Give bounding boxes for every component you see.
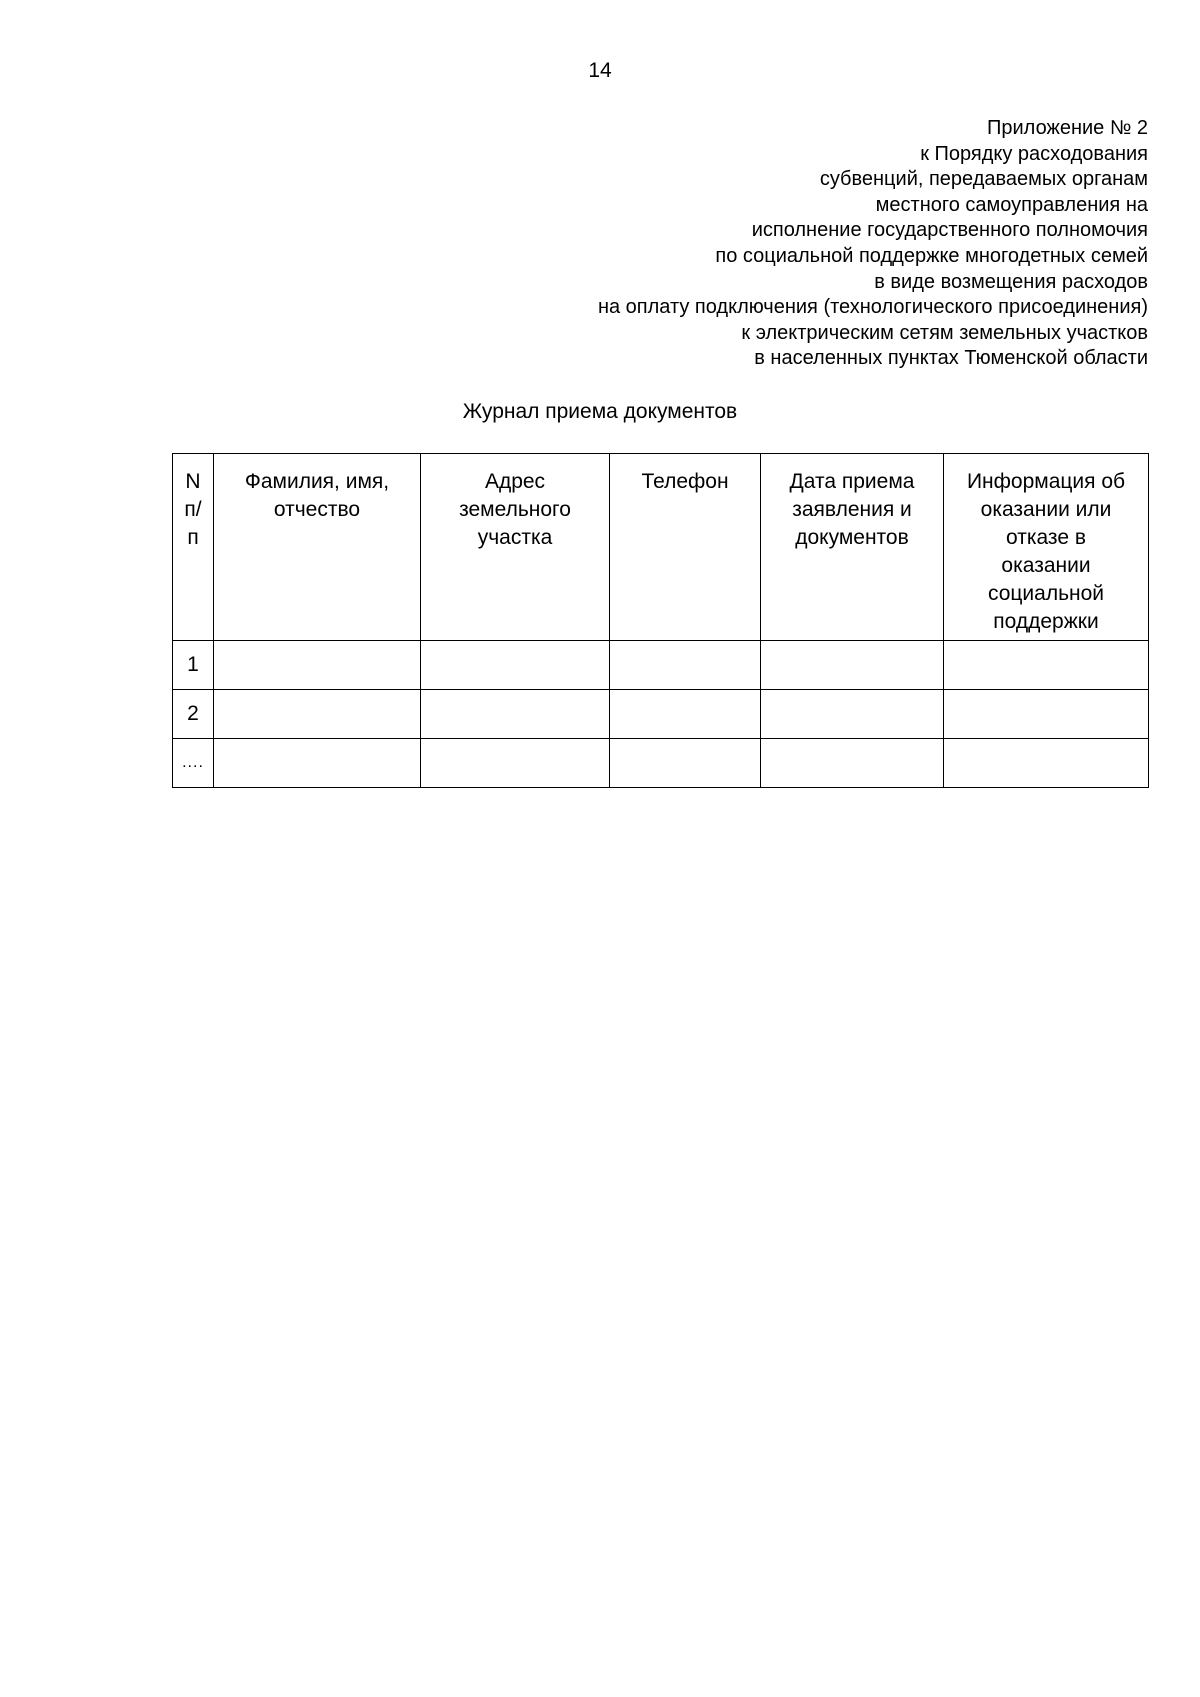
header-line: социальной xyxy=(987,582,1105,605)
table-cell-receipt-date xyxy=(761,739,944,788)
appendix-line: в виде возмещения расходов xyxy=(874,270,1148,293)
table-row xyxy=(173,641,1149,690)
table-cell-land-address xyxy=(421,641,610,690)
table-cell-support-decision xyxy=(944,690,1149,739)
document-title: Журнал приема документов xyxy=(462,400,738,423)
page-number: 14 xyxy=(588,59,612,82)
header-line: поддержки xyxy=(993,610,1099,633)
header-cell-support-decision xyxy=(944,454,1149,641)
table-cell-phone xyxy=(610,739,761,788)
table-cell-land-address xyxy=(421,739,610,788)
header-line: заявления и xyxy=(792,498,912,521)
table-cell-full-name xyxy=(214,690,421,739)
header-cell-land-address xyxy=(421,454,610,641)
table-cell-phone xyxy=(610,690,761,739)
table-cell-full-name xyxy=(214,739,421,788)
table-header-row xyxy=(173,454,1149,641)
appendix-line: к Порядку расходования xyxy=(920,142,1148,165)
table-cell-number: 2 xyxy=(173,690,214,739)
appendix-line: субвенций, передаваемых органам xyxy=(819,168,1148,191)
header-line: отказе в xyxy=(1006,526,1086,549)
header-line: документов xyxy=(795,526,909,549)
appendix-line: исполнение государственного полномочия xyxy=(751,219,1148,242)
table-row xyxy=(173,739,1149,788)
header-line: Дата приема xyxy=(789,470,915,493)
header-line: отчество xyxy=(273,498,361,521)
appendix-line: в населенных пунктах Тюменской области xyxy=(754,347,1148,370)
table-cell-full-name xyxy=(214,641,421,690)
header-line: оказании или xyxy=(980,498,1112,521)
header-line: Фамилия, имя, xyxy=(244,470,390,493)
table-cell-number: .... xyxy=(173,739,214,788)
table-cell-receipt-date xyxy=(761,641,944,690)
appendix-line: на оплату подключения (технологического присоединения) xyxy=(597,296,1148,319)
appendix-line: Приложение № 2 xyxy=(987,117,1148,139)
header-cell-full-name xyxy=(214,454,421,641)
header-line: участка xyxy=(477,526,553,549)
header-cell-receipt-date xyxy=(761,454,944,641)
header-line: Телефон xyxy=(641,470,729,493)
appendix-line: местного самоуправления на xyxy=(875,193,1148,216)
header-line: Адрес xyxy=(484,470,546,493)
appendix-line: по социальной поддержке многодетных семей xyxy=(715,244,1148,267)
table-cell-phone xyxy=(610,641,761,690)
table-cell-receipt-date xyxy=(761,690,944,739)
table-cell-land-address xyxy=(421,690,610,739)
header-line: п xyxy=(187,526,199,549)
header-line: земельного xyxy=(459,498,571,521)
table-cell-support-decision xyxy=(944,641,1149,690)
table-cell-number: 1 xyxy=(173,641,214,690)
header-line: Информация об xyxy=(966,470,1126,493)
header-line: п/ xyxy=(184,498,202,521)
table-cell-support-decision xyxy=(944,739,1149,788)
header-cell-phone xyxy=(610,454,761,641)
appendix-line: к электрическим сетям земельных участков xyxy=(741,321,1148,344)
header-line: N xyxy=(185,470,201,493)
table-row xyxy=(173,690,1149,739)
header-cell-number xyxy=(173,454,214,641)
document-intake-journal-table xyxy=(172,453,1149,788)
appendix-block xyxy=(598,116,1148,372)
header-line: оказании xyxy=(1001,554,1091,577)
